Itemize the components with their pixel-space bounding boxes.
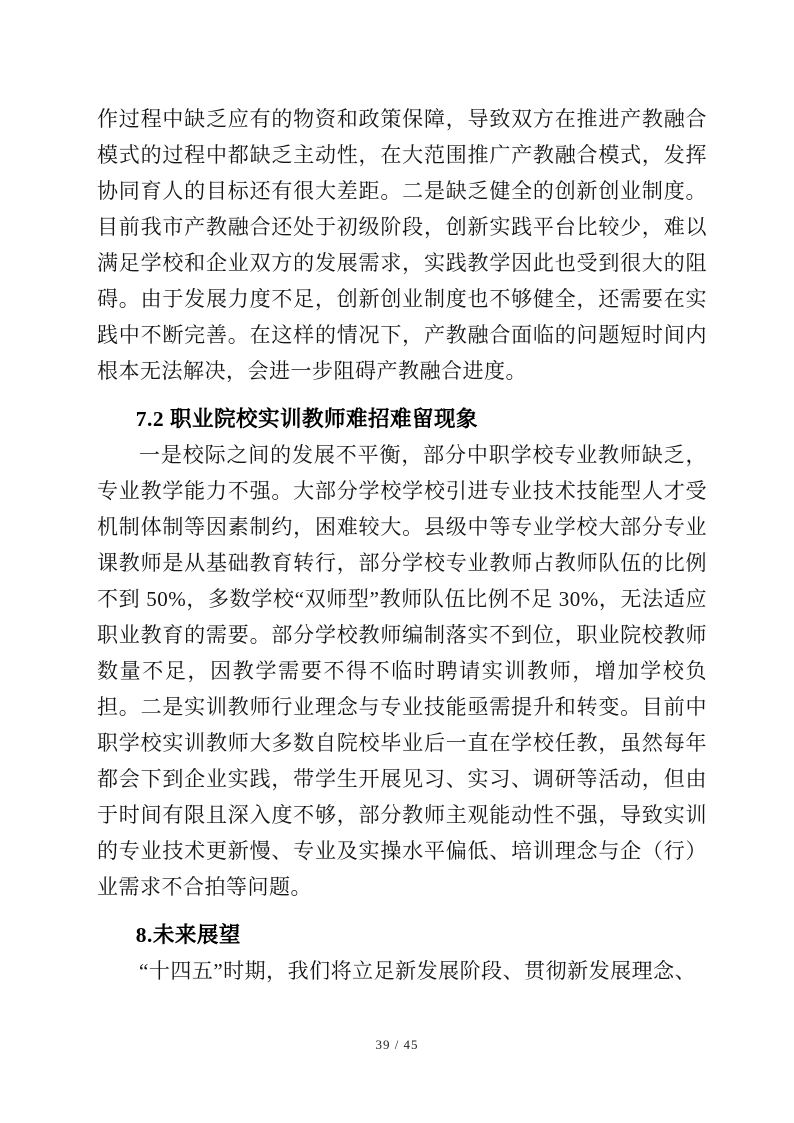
- heading-8-future-outlook: 8.未来展望: [135, 923, 241, 947]
- paragraph-teacher-shortage-details: 一是校际之间的发展不平衡，部分中职学校专业教师缺乏，专业教学能力不强。大部分学校学校引进专业技术技能型人才受机制体制等因素制约，困难较大。县级中等专业学校大部分专业课教师是从基础教育转行，部分学校专业教师占教师队伍的比例不到 50%，多数学校“双师型”教师队伍比例不足 30%，无法适应职业教育的需要。部分学校教师编制落实不到位，职业院校教师数量不足，因教学需要不得不临时聘请实训教师，增加学校负担。二是实训教师行业理念与专业技能亟需提升和转变。目前中职学校实训教师大多数自院校毕业后一直在学校任教，虽然每年都会下到企业实践，带学生开展见习、实习、调研等活动，但由于时间有限且深入度不够，部分教师主观能动性不强，导致实训的专业技术更新慢、专业及实操水平偏低、培训理念与企（行）业需求不合拍等问题。: [97, 443, 707, 899]
- heading-7-2-vocational-teacher-shortage: 7.2 职业院校实训教师难招难留现象: [135, 407, 478, 431]
- document-content: [97, 101, 707, 989]
- page-number: 39 / 45: [375, 1037, 419, 1052]
- page-footer: [0, 1036, 794, 1054]
- paragraph-industry-education-integration-issues: 作过程中缺乏应有的物资和政策保障，导致双方在推进产教融合模式的过程中都缺乏主动性，在大范围推广产教融合模式，发挥协同育人的目标还有很大差距。二是缺乏健全的创新创业制度。目前我市产教融合还处于初级阶段，创新实践平台比较少，难以满足学校和企业双方的发展需求，实践教学因此也受到很大的阻碍。由于发展力度不足，创新创业制度也不够健全，还需要在实践中不断完善。在这样的情况下，产教融合面临的问题短时间内根本无法解决，会进一步阻碍产教融合进度。: [97, 107, 707, 383]
- paragraph-future-outlook-intro: “十四五”时期，我们将立足新发展阶段、贯彻新发展理念、: [139, 959, 697, 983]
